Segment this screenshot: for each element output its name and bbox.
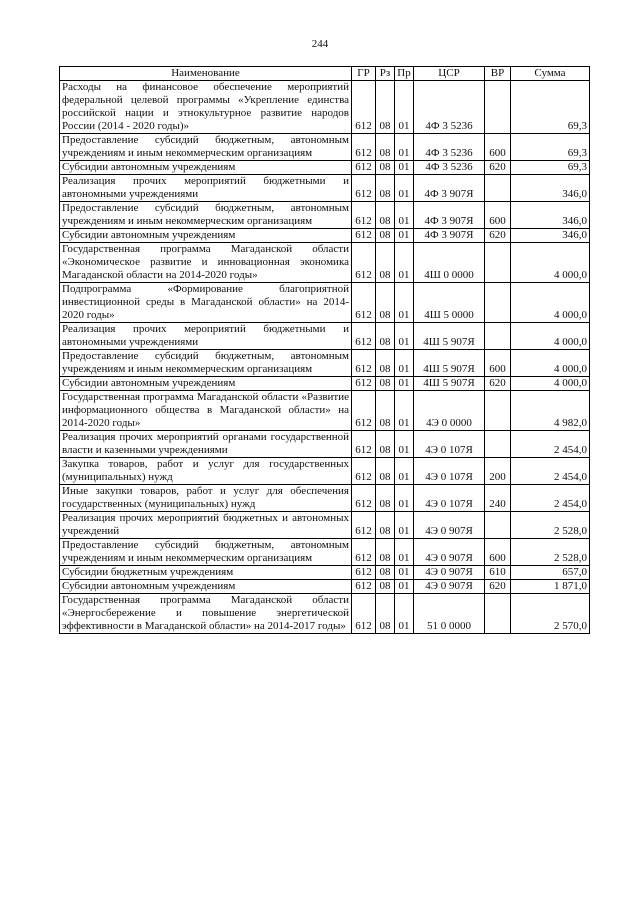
cell-vr (485, 283, 511, 323)
cell-pr: 01 (395, 81, 414, 134)
table-body (60, 81, 590, 634)
cell-csr: 4Э 0 907Я (414, 580, 485, 594)
cell-rz: 08 (376, 134, 395, 161)
cell-sum: 4 000,0 (511, 377, 590, 391)
cell-rz: 08 (376, 566, 395, 580)
cell-pr: 01 (395, 512, 414, 539)
cell-gr: 612 (352, 323, 376, 350)
cell-pr: 01 (395, 283, 414, 323)
cell-gr: 612 (352, 161, 376, 175)
cell-name: Предоставление субсидий бюджетным, автономным учреждениям и иным некоммерческим организациям (60, 202, 352, 229)
table-row (60, 377, 590, 391)
table-row (60, 539, 590, 566)
cell-pr: 01 (395, 431, 414, 458)
cell-pr: 01 (395, 539, 414, 566)
cell-csr: 4Э 0 907Я (414, 512, 485, 539)
cell-sum: 2 454,0 (511, 458, 590, 485)
cell-rz: 08 (376, 202, 395, 229)
header-vr: ВР (485, 67, 511, 81)
cell-pr: 01 (395, 458, 414, 485)
table-row (60, 175, 590, 202)
cell-pr: 01 (395, 202, 414, 229)
cell-rz: 08 (376, 350, 395, 377)
cell-csr: 4Э 0 107Я (414, 431, 485, 458)
cell-csr: 4Ш 5 0000 (414, 283, 485, 323)
table-row (60, 161, 590, 175)
cell-gr: 612 (352, 512, 376, 539)
cell-vr: 620 (485, 161, 511, 175)
cell-csr: 4Ф 3 907Я (414, 175, 485, 202)
table-row (60, 566, 590, 580)
cell-sum: 346,0 (511, 202, 590, 229)
cell-vr (485, 391, 511, 431)
header-name: Наименование (60, 67, 352, 81)
cell-vr: 600 (485, 539, 511, 566)
cell-rz: 08 (376, 512, 395, 539)
cell-csr: 4Э 0 107Я (414, 485, 485, 512)
cell-csr: 4Э 0 107Я (414, 458, 485, 485)
header-pr: Пр (395, 67, 414, 81)
cell-sum: 2 570,0 (511, 594, 590, 634)
cell-gr: 612 (352, 391, 376, 431)
cell-csr: 4Ш 5 907Я (414, 323, 485, 350)
cell-rz: 08 (376, 458, 395, 485)
cell-name: Предоставление субсидий бюджетным, автономным учреждениям и иным некоммерческим организациям (60, 134, 352, 161)
cell-pr: 01 (395, 134, 414, 161)
cell-csr: 4Ш 5 907Я (414, 350, 485, 377)
table-row (60, 594, 590, 634)
cell-csr: 4Ф 3 5236 (414, 81, 485, 134)
cell-gr: 612 (352, 431, 376, 458)
cell-gr: 612 (352, 175, 376, 202)
cell-gr: 612 (352, 580, 376, 594)
cell-pr: 01 (395, 323, 414, 350)
cell-pr: 01 (395, 485, 414, 512)
cell-sum: 4 000,0 (511, 323, 590, 350)
cell-csr: 4Э 0 907Я (414, 566, 485, 580)
cell-vr: 240 (485, 485, 511, 512)
cell-vr (485, 594, 511, 634)
table-row (60, 134, 590, 161)
cell-sum: 2 454,0 (511, 485, 590, 512)
cell-sum: 4 982,0 (511, 391, 590, 431)
cell-gr: 612 (352, 350, 376, 377)
cell-pr: 01 (395, 377, 414, 391)
cell-vr: 200 (485, 458, 511, 485)
cell-rz: 08 (376, 391, 395, 431)
cell-gr: 612 (352, 539, 376, 566)
header-gr: ГР (352, 67, 376, 81)
cell-name: Субсидии автономным учреждениям (60, 377, 352, 391)
page-number: 244 (311, 38, 329, 50)
cell-csr: 4Э 0 907Я (414, 539, 485, 566)
table-row (60, 458, 590, 485)
cell-gr: 612 (352, 81, 376, 134)
cell-vr (485, 81, 511, 134)
cell-pr: 01 (395, 566, 414, 580)
cell-rz: 08 (376, 377, 395, 391)
table-row (60, 431, 590, 458)
cell-vr (485, 512, 511, 539)
cell-name: Реализация прочих мероприятий бюджетными и автономными учреждениями (60, 323, 352, 350)
cell-vr (485, 243, 511, 283)
cell-gr: 612 (352, 229, 376, 243)
cell-sum: 4 000,0 (511, 350, 590, 377)
cell-pr: 01 (395, 229, 414, 243)
cell-sum: 346,0 (511, 175, 590, 202)
cell-name: Реализация прочих мероприятий бюджетными и автономными учреждениями (60, 175, 352, 202)
cell-gr: 612 (352, 594, 376, 634)
cell-gr: 612 (352, 243, 376, 283)
table-row (60, 202, 590, 229)
cell-name: Субсидии бюджетным учреждениям (60, 566, 352, 580)
cell-csr: 4Ш 0 0000 (414, 243, 485, 283)
cell-csr: 4Ш 5 907Я (414, 377, 485, 391)
table-row (60, 323, 590, 350)
header-csr: ЦСР (414, 67, 485, 81)
table-row (60, 283, 590, 323)
cell-csr: 4Ф 3 5236 (414, 161, 485, 175)
cell-rz: 08 (376, 81, 395, 134)
cell-pr: 01 (395, 594, 414, 634)
cell-pr: 01 (395, 175, 414, 202)
cell-rz: 08 (376, 175, 395, 202)
cell-sum: 69,3 (511, 81, 590, 134)
cell-name: Государственная программа Магаданской области «Энергосбережение и повышение энергетической эффективности в Магаданской области» на 2014-2017 годы» (60, 594, 352, 634)
header-sum: Сумма (511, 67, 590, 81)
cell-name: Государственная программа Магаданской области «Развитие информационного общества в Магаданской области» на 2014-2020 годы» (60, 391, 352, 431)
table-row (60, 580, 590, 594)
cell-name: Реализация прочих мероприятий бюджетных и автономных учреждений (60, 512, 352, 539)
cell-vr: 600 (485, 202, 511, 229)
cell-csr: 4Ф 3 907Я (414, 202, 485, 229)
cell-name: Иные закупки товаров, работ и услуг для обеспечения государственных (муниципальных) нужд (60, 485, 352, 512)
cell-name: Подпрограмма «Формирование благоприятной инвестиционной среды в Магаданской области» на 2014-2020 годы» (60, 283, 352, 323)
cell-gr: 612 (352, 283, 376, 323)
cell-sum: 4 000,0 (511, 283, 590, 323)
cell-sum: 2 528,0 (511, 539, 590, 566)
cell-csr: 4Ф 3 907Я (414, 229, 485, 243)
cell-sum: 69,3 (511, 161, 590, 175)
cell-csr: 4Э 0 0000 (414, 391, 485, 431)
cell-sum: 1 871,0 (511, 580, 590, 594)
cell-rz: 08 (376, 539, 395, 566)
cell-name: Предоставление субсидий бюджетным, автономным учреждениям и иным некоммерческим организациям (60, 539, 352, 566)
cell-rz: 08 (376, 229, 395, 243)
cell-vr (485, 431, 511, 458)
cell-name: Закупка товаров, работ и услуг для государственных (муниципальных) нужд (60, 458, 352, 485)
cell-rz: 08 (376, 431, 395, 458)
cell-sum: 69,3 (511, 134, 590, 161)
cell-rz: 08 (376, 323, 395, 350)
cell-gr: 612 (352, 377, 376, 391)
cell-gr: 612 (352, 202, 376, 229)
table-row (60, 512, 590, 539)
cell-sum: 4 000,0 (511, 243, 590, 283)
cell-rz: 08 (376, 283, 395, 323)
cell-sum: 2 454,0 (511, 431, 590, 458)
cell-sum: 346,0 (511, 229, 590, 243)
cell-rz: 08 (376, 161, 395, 175)
header-rz: Рз (376, 67, 395, 81)
cell-pr: 01 (395, 391, 414, 431)
cell-name: Предоставление субсидий бюджетным, автономным учреждениям и иным некоммерческим организациям (60, 350, 352, 377)
cell-name: Реализация прочих мероприятий органами государственной власти и казенными учреждениями (60, 431, 352, 458)
table-row (60, 485, 590, 512)
budget-table (59, 66, 590, 634)
cell-pr: 01 (395, 350, 414, 377)
cell-name: Расходы на финансовое обеспечение мероприятий федеральной целевой программы «Укрепление единства российской нации и этнокультурное развитие народов России (2014 - 2020 годы)» (60, 81, 352, 134)
cell-name: Субсидии автономным учреждениям (60, 580, 352, 594)
cell-vr: 610 (485, 566, 511, 580)
cell-sum: 2 528,0 (511, 512, 590, 539)
cell-rz: 08 (376, 243, 395, 283)
cell-gr: 612 (352, 566, 376, 580)
cell-pr: 01 (395, 243, 414, 283)
table-row (60, 391, 590, 431)
cell-vr (485, 175, 511, 202)
cell-gr: 612 (352, 458, 376, 485)
cell-rz: 08 (376, 580, 395, 594)
table-row (60, 81, 590, 134)
cell-vr: 600 (485, 134, 511, 161)
cell-pr: 01 (395, 161, 414, 175)
cell-name: Субсидии автономным учреждениям (60, 229, 352, 243)
cell-vr: 600 (485, 350, 511, 377)
cell-vr: 620 (485, 580, 511, 594)
cell-csr: 4Ф 3 5236 (414, 134, 485, 161)
cell-name: Субсидии автономным учреждениям (60, 161, 352, 175)
cell-csr: 51 0 0000 (414, 594, 485, 634)
cell-rz: 08 (376, 594, 395, 634)
table-row (60, 243, 590, 283)
cell-vr (485, 323, 511, 350)
cell-gr: 612 (352, 134, 376, 161)
cell-sum: 657,0 (511, 566, 590, 580)
cell-name: Государственная программа Магаданской области «Экономическое развитие и инновационная экономика Магаданской области на 2014-2020 годы» (60, 243, 352, 283)
cell-rz: 08 (376, 485, 395, 512)
cell-vr: 620 (485, 229, 511, 243)
table-row (60, 229, 590, 243)
cell-vr: 620 (485, 377, 511, 391)
table-row (60, 350, 590, 377)
cell-gr: 612 (352, 485, 376, 512)
table-header-row (60, 67, 590, 81)
cell-pr: 01 (395, 580, 414, 594)
